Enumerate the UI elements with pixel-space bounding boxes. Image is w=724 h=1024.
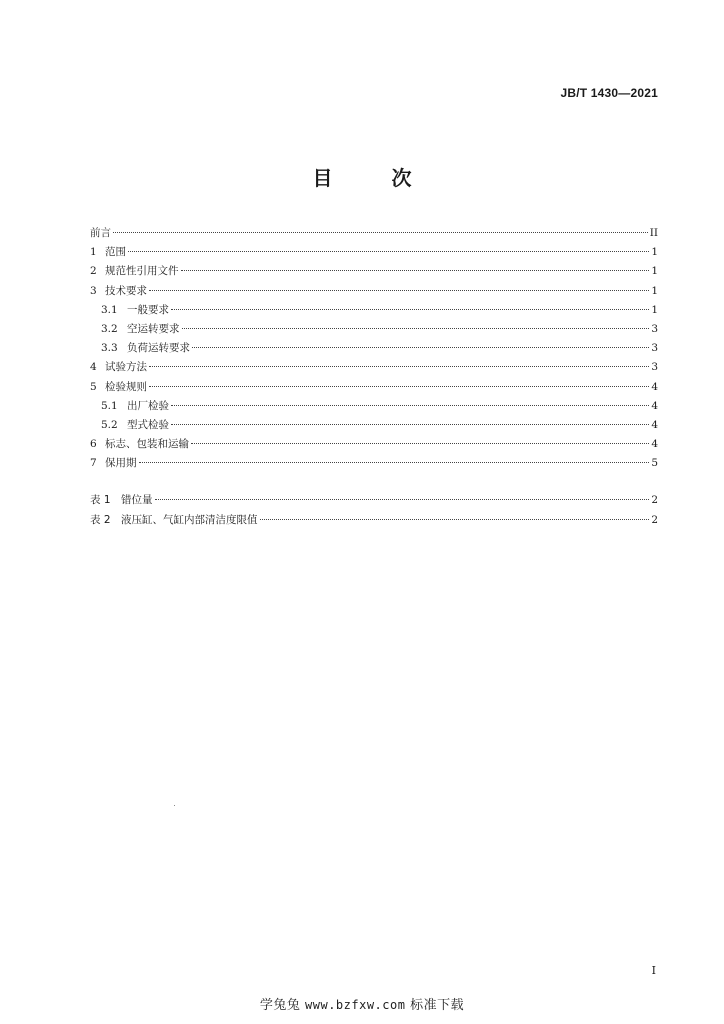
toc-entry-number: 4 [90,361,97,374]
toc-entry-label: 负荷运转要求 [127,342,190,355]
watermark-suffix: 标准下载 [410,998,465,1013]
toc-entry-page: 3 [651,322,658,335]
toc-entry[interactable] [90,358,658,377]
dot-leader [149,386,649,387]
toc-entry-number: 6 [90,438,97,451]
toc-entry[interactable] [90,301,658,320]
toc-entry-number: 2 [90,265,97,278]
toc-entry[interactable] [90,262,658,281]
toc-entry-number: 1 [90,246,97,259]
toc-entry-number: 3.2 [101,322,118,335]
dot-leader [181,270,650,271]
toc-entry-label: 检验规则 [105,380,147,393]
toc-entry[interactable] [90,416,658,435]
toc-entry[interactable] [90,224,658,243]
toc-entry-page: 2 [651,494,658,507]
dot-leader [182,328,650,329]
toc-entry-label: 试验方法 [105,361,147,374]
dot-leader [155,499,650,500]
standard-code: JB/T 1430—2021 [560,86,658,100]
toc-entry-page: 1 [651,284,658,297]
dot-leader [171,405,649,406]
toc-entry-page: 4 [651,418,658,431]
toc-entry-label: 保用期 [105,457,137,470]
toc-entry-page: 1 [651,265,658,278]
toc-entry[interactable] [90,454,658,473]
toc-entry-label: 错位量 [121,494,153,507]
toc-entry-number: 5.1 [101,399,118,412]
table-of-contents [90,224,658,530]
toc-entry[interactable] [90,378,658,397]
dot-leader [149,366,649,367]
toc-entry-page: 1 [651,246,658,259]
dot-leader [191,443,649,444]
toc-entry-page: 5 [651,457,658,470]
toc-entry-page: 3 [651,361,658,374]
toc-entry-label: 标志、包装和运输 [105,438,189,451]
toc-entry-page: II [649,227,658,239]
toc-entry-label: 规范性引用文件 [105,265,179,278]
dot-leader [149,290,649,291]
toc-entry-page: 4 [651,399,658,412]
toc-entry-number: 表 1 [90,494,111,507]
watermark-url[interactable]: www.bzfxw.com [305,998,406,1012]
toc-entry[interactable] [90,435,658,454]
stray-dot [174,805,175,806]
toc-entry-label: 范围 [105,246,126,259]
toc-entry-number: 3 [90,284,97,297]
dot-leader [171,309,649,310]
dot-leader [171,424,649,425]
toc-entry[interactable] [90,320,658,339]
toc-entry-label: 出厂检验 [127,399,169,412]
toc-entry[interactable] [90,243,658,262]
toc-tables [90,491,658,529]
watermark-prefix: 学兔兔 [259,998,301,1013]
toc-entry-number: 3.1 [101,303,118,316]
toc-sections [90,224,658,473]
dot-leader [260,519,650,520]
toc-entry-label: 技术要求 [105,284,147,297]
toc-entry-label: 液压缸、气缸内部清洁度限值 [121,513,258,526]
dot-leader [128,251,649,252]
toc-entry-page: 1 [651,303,658,316]
toc-entry-number: 5.2 [101,418,118,431]
page-title: 目 次 [312,166,438,190]
dot-leader [139,462,650,463]
toc-gap [90,473,658,491]
dot-leader [192,347,649,348]
toc-entry[interactable] [90,397,658,416]
toc-entry-number: 3.3 [101,342,118,355]
dot-leader [113,232,648,233]
watermark [0,994,724,1013]
toc-entry-number: 5 [90,380,97,393]
toc-entry-page: 3 [651,342,658,355]
toc-entry-label: 型式检验 [127,418,169,431]
toc-entry[interactable] [90,511,658,530]
toc-entry[interactable] [90,491,658,510]
toc-entry-label: 一般要求 [127,303,169,316]
toc-entry[interactable] [90,339,658,358]
toc-entry[interactable] [90,282,658,301]
toc-entry-page: 2 [651,513,658,526]
toc-entry-label: 空运转要求 [127,322,180,335]
toc-entry-number: 表 2 [90,513,111,526]
page-number: I [651,964,656,977]
toc-entry-label: 前言 [90,227,111,239]
toc-entry-page: 4 [651,380,658,393]
toc-entry-number: 7 [90,457,97,470]
toc-entry-page: 4 [651,438,658,451]
